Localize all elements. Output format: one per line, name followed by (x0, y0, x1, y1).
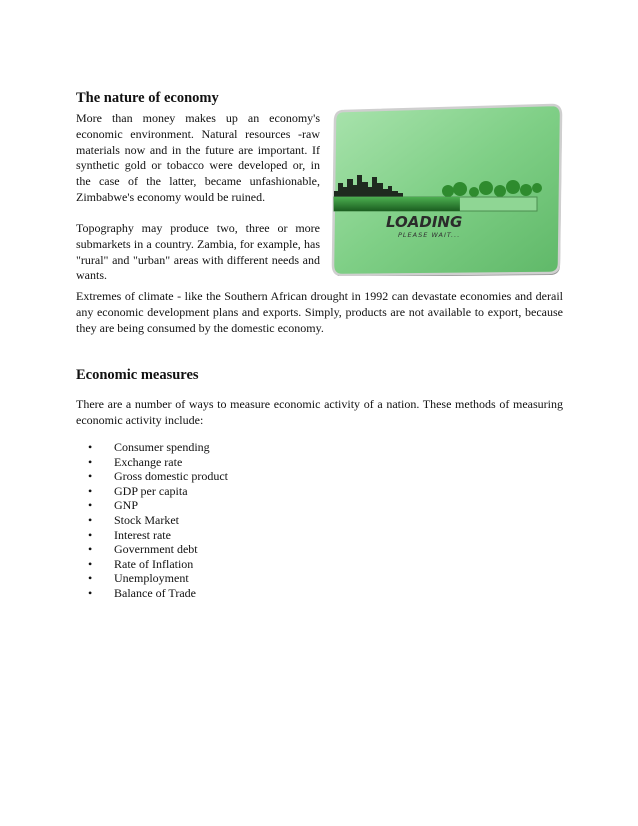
paragraph-intro: There are a number of ways to measure economic activity of a nation. These methods of measuring economic activity include: (76, 397, 563, 427)
list-item: • GNP (88, 498, 228, 513)
list-item: • Consumer spending (88, 440, 228, 455)
list-item: • Government debt (88, 542, 228, 557)
list-item: • Exchange rate (88, 455, 228, 470)
list-item: • Rate of Inflation (88, 557, 228, 572)
section-heading-economic-measures: Economic measures (76, 367, 199, 383)
list-item: • Unemployment (88, 571, 228, 586)
paragraph-climate: Extremes of climate - like the Southern African drought in 1992 can devastate economies and derail any economic development plans and exports. Simply, products are not available to export, because they are being consumed by the domestic economy. (76, 289, 563, 335)
list-item: • Gross domestic product (88, 469, 228, 484)
progress-fill (334, 197, 460, 211)
list-item: • Balance of Trade (88, 586, 228, 601)
paragraph-topography: Topography may produce two, three or more submarkets in a country. Zambia, for example, has "rural" and "urban" areas with different needs and wants. (76, 221, 320, 283)
economic-measures-list (88, 440, 228, 601)
please-wait-text: PLEASE WAIT... (398, 231, 461, 239)
paragraph-money: More than money makes up an economy's economic environment. Natural resources -raw materials now and in the future are important. If synthetic gold or tobacco were developed or, in the case of the latter, became unfashionable, Zimbabwe's economy would be ruined. (76, 111, 320, 204)
loading-text: LOADING (386, 213, 463, 231)
list-item: • Stock Market (88, 513, 228, 528)
list-item: • Interest rate (88, 528, 228, 543)
loading-illustration (330, 103, 563, 276)
list-item: • GDP per capita (88, 484, 228, 499)
section-heading-nature-of-economy: The nature of economy (76, 90, 219, 106)
